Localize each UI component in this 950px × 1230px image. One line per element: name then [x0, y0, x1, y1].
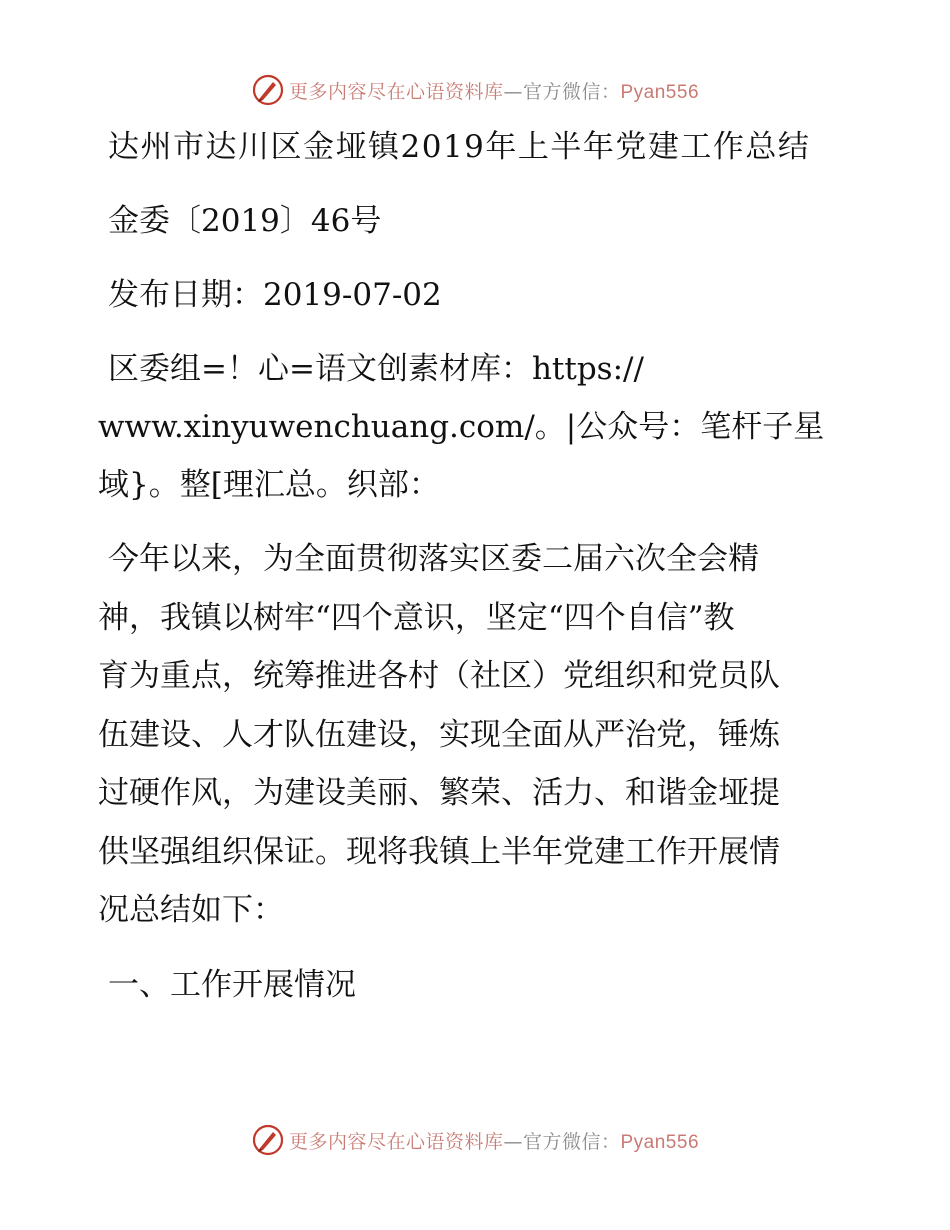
- body-paragraph: [98, 530, 858, 940]
- org-line-1: 区委组=！心=语文创素材库：https://: [108, 351, 644, 387]
- banner-wechat-id: Pyan556: [620, 81, 700, 103]
- body-line: 伍建设、人才队伍建设，实现全面从严治党，锤炼: [98, 716, 780, 753]
- banner-separator: —: [503, 80, 523, 103]
- header-watermark-banner: [0, 70, 950, 110]
- brush-pen-logo-icon: [251, 73, 285, 107]
- org-line-3: 域}。整[理汇总。织部：: [98, 467, 440, 503]
- banner-wechat-id: Pyan556: [620, 1131, 700, 1153]
- org-line-2: www.xinyuwenchuang.com/。|公众号：笔杆子星: [98, 409, 825, 445]
- document-title: 达州市达川区金垭镇2019年上半年党建工作总结: [108, 129, 811, 165]
- body-line: 神，我镇以树牢“四个意识，坚定“四个自信”教: [98, 599, 735, 636]
- banner-separator: —: [503, 1130, 523, 1153]
- footer-watermark-banner: [0, 1120, 950, 1160]
- body-line: 育为重点，统筹推进各村（社区）党组织和党员队: [98, 658, 780, 694]
- body-line: 供坚强组织保证。现将我镇上半年党建工作开展情: [98, 833, 780, 870]
- section-heading: 一、工作开展情况: [108, 966, 356, 1003]
- banner-text: [289, 77, 699, 104]
- body-line: 过硬作风，为建设美丽、繁荣、活力、和谐金垭提: [98, 775, 780, 811]
- document-number: 金委〔2019〕46号: [108, 203, 382, 239]
- publish-date: 发布日期：2019-07-02: [108, 277, 442, 313]
- banner-wechat-label: 官方微信：: [522, 80, 621, 103]
- body-line: 今年以来，为全面贯彻落实区委二届六次全会精: [108, 541, 759, 577]
- document-body: [98, 118, 858, 1014]
- banner-brand-text: 更多内容尽在心语资料库: [288, 80, 504, 103]
- brush-pen-logo-icon: [251, 1123, 285, 1157]
- banner-wechat-label: 官方微信：: [522, 1130, 621, 1153]
- banner-text: [289, 1127, 699, 1154]
- body-line: 况总结如下：: [98, 892, 284, 928]
- banner-brand-text: 更多内容尽在心语资料库: [288, 1130, 504, 1153]
